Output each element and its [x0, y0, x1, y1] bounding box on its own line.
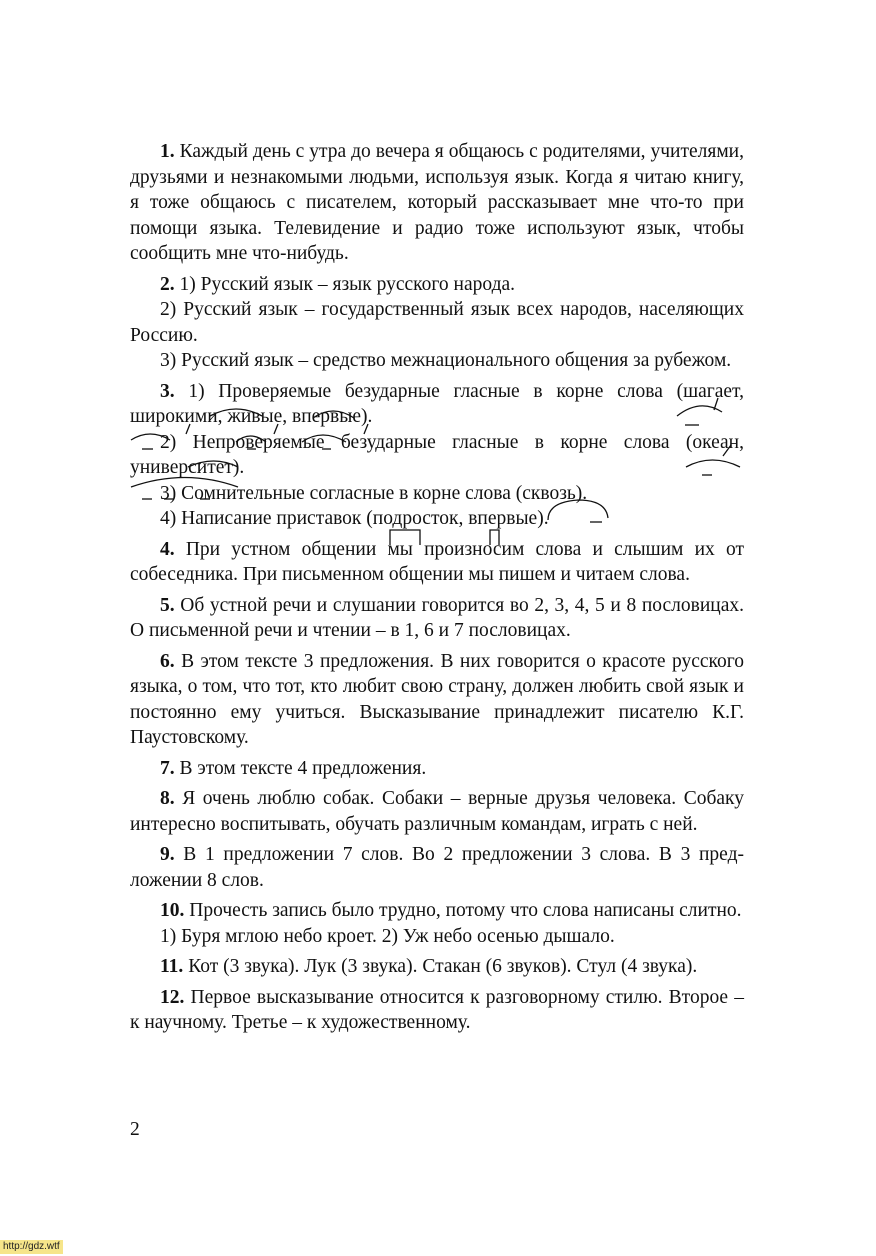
answer-text: 1) Русский язык – язык русского народа.: [174, 273, 516, 295]
answer-2-item-2: [130, 297, 744, 348]
answer-10: [130, 898, 744, 924]
answers-text: [130, 139, 744, 1041]
answer-text: 1) Буря мглою небо кроет. 2) Уж небо осенью дышало.: [160, 925, 615, 947]
answer-4: [130, 537, 744, 588]
answer-3: [130, 379, 744, 430]
answer-2: [130, 272, 744, 298]
page-number: 2: [130, 1119, 140, 1140]
answer-text: При устном общении мы произносим слова и слышим их от собеседника. При письменном общении мы пишем и читаем слова.: [130, 538, 744, 585]
answer-3-item-4: [130, 506, 744, 532]
answer-number: 5.: [160, 594, 175, 616]
source-link[interactable]: http://gdz.wtf: [0, 1240, 63, 1254]
answer-3-item-3: [130, 481, 744, 507]
answer-number: 10.: [160, 900, 185, 921]
answer-number: 7.: [160, 757, 175, 779]
answer-number: 9.: [160, 844, 175, 865]
answer-12: [130, 985, 744, 1036]
answer-text: Каждый день с утра до вечера я общаюсь с родителями, учителями, друзьями и незнакомыми людьми, используя язык. Когда я читаю книгу, я тоже общаюсь с писателем, который рассказывает мне что-то при помощи языка. Телевидение и радио тоже используют язык, чтобы сообщить мне что-нибудь.: [130, 141, 744, 264]
answer-10-item-1: [130, 924, 744, 950]
answer-2-item-3: [130, 348, 744, 374]
answer-text: 1) Проверяемые безударные гласные в корне слова (шагает, широкими, живые, впервые).: [130, 380, 744, 427]
answer-8: [130, 786, 744, 837]
answer-text: 3) Русский язык – средство межнационального общения за рубежом.: [160, 350, 732, 371]
answer-text: 2) Русский язык – государственный язык всех народов, населяющих Россию.: [130, 299, 744, 346]
answer-7: [130, 756, 744, 782]
answer-6: [130, 649, 744, 751]
answer-3-item-2: [130, 430, 744, 481]
answer-text: Об устной речи и слушании говорится во 2, 3, 4, 5 и 8 пословицах. О письменной речи и чтении – в 1, 6 и 7 пословицах.: [130, 594, 744, 641]
answer-5: [130, 593, 744, 644]
answer-text: В этом тексте 3 предложения. В них говорится о красоте русского языка, о том, что тот, кто любит свою страну, должен любить свой язык и постоянно ему учиться. Высказывание принадлежит писателю К.Г. Паустовскому.: [130, 650, 744, 748]
answer-11: [130, 954, 744, 980]
answer-text: Первое высказывание относится к разговорному стилю. Второе – к научному. Третье – к художественному.: [130, 986, 744, 1033]
answer-text: Я очень люблю собак. Собаки – верные друзья человека. Собаку интересно воспитывать, обучать различным командам, играть с ней.: [130, 788, 744, 835]
answer-1: [130, 139, 744, 267]
answer-number: 8.: [160, 788, 175, 809]
answer-text: Прочесть запись было трудно, потому что слова написаны слитно.: [184, 900, 742, 921]
answer-text: В этом тексте 4 предложения.: [174, 757, 427, 779]
answer-number: 4.: [160, 538, 175, 560]
answer-9: [130, 842, 744, 893]
answer-text: 2) Непроверяемые безударные гласные в корне слова (океан, университет).: [130, 431, 744, 478]
answer-text: В 1 предложении 7 слов. Во 2 предложении 3 слова. В 3 предложении 8 слов.: [130, 844, 744, 891]
answer-text: 3) Сомнительные согласные в корне слова (сквозь).: [160, 482, 588, 504]
answer-number: 3.: [160, 380, 175, 402]
answer-number: 6.: [160, 650, 175, 672]
answer-number: 2.: [160, 273, 175, 295]
answer-text: 4) Написание приставок (подросток, впервые).: [160, 508, 549, 529]
answer-number: 1.: [160, 141, 175, 162]
answer-number: 12.: [160, 986, 185, 1008]
answer-number: 11.: [160, 956, 184, 977]
answer-text: Кот (3 звука). Лук (3 звука). Стакан (6 звуков). Стул (4 звука).: [183, 956, 698, 977]
